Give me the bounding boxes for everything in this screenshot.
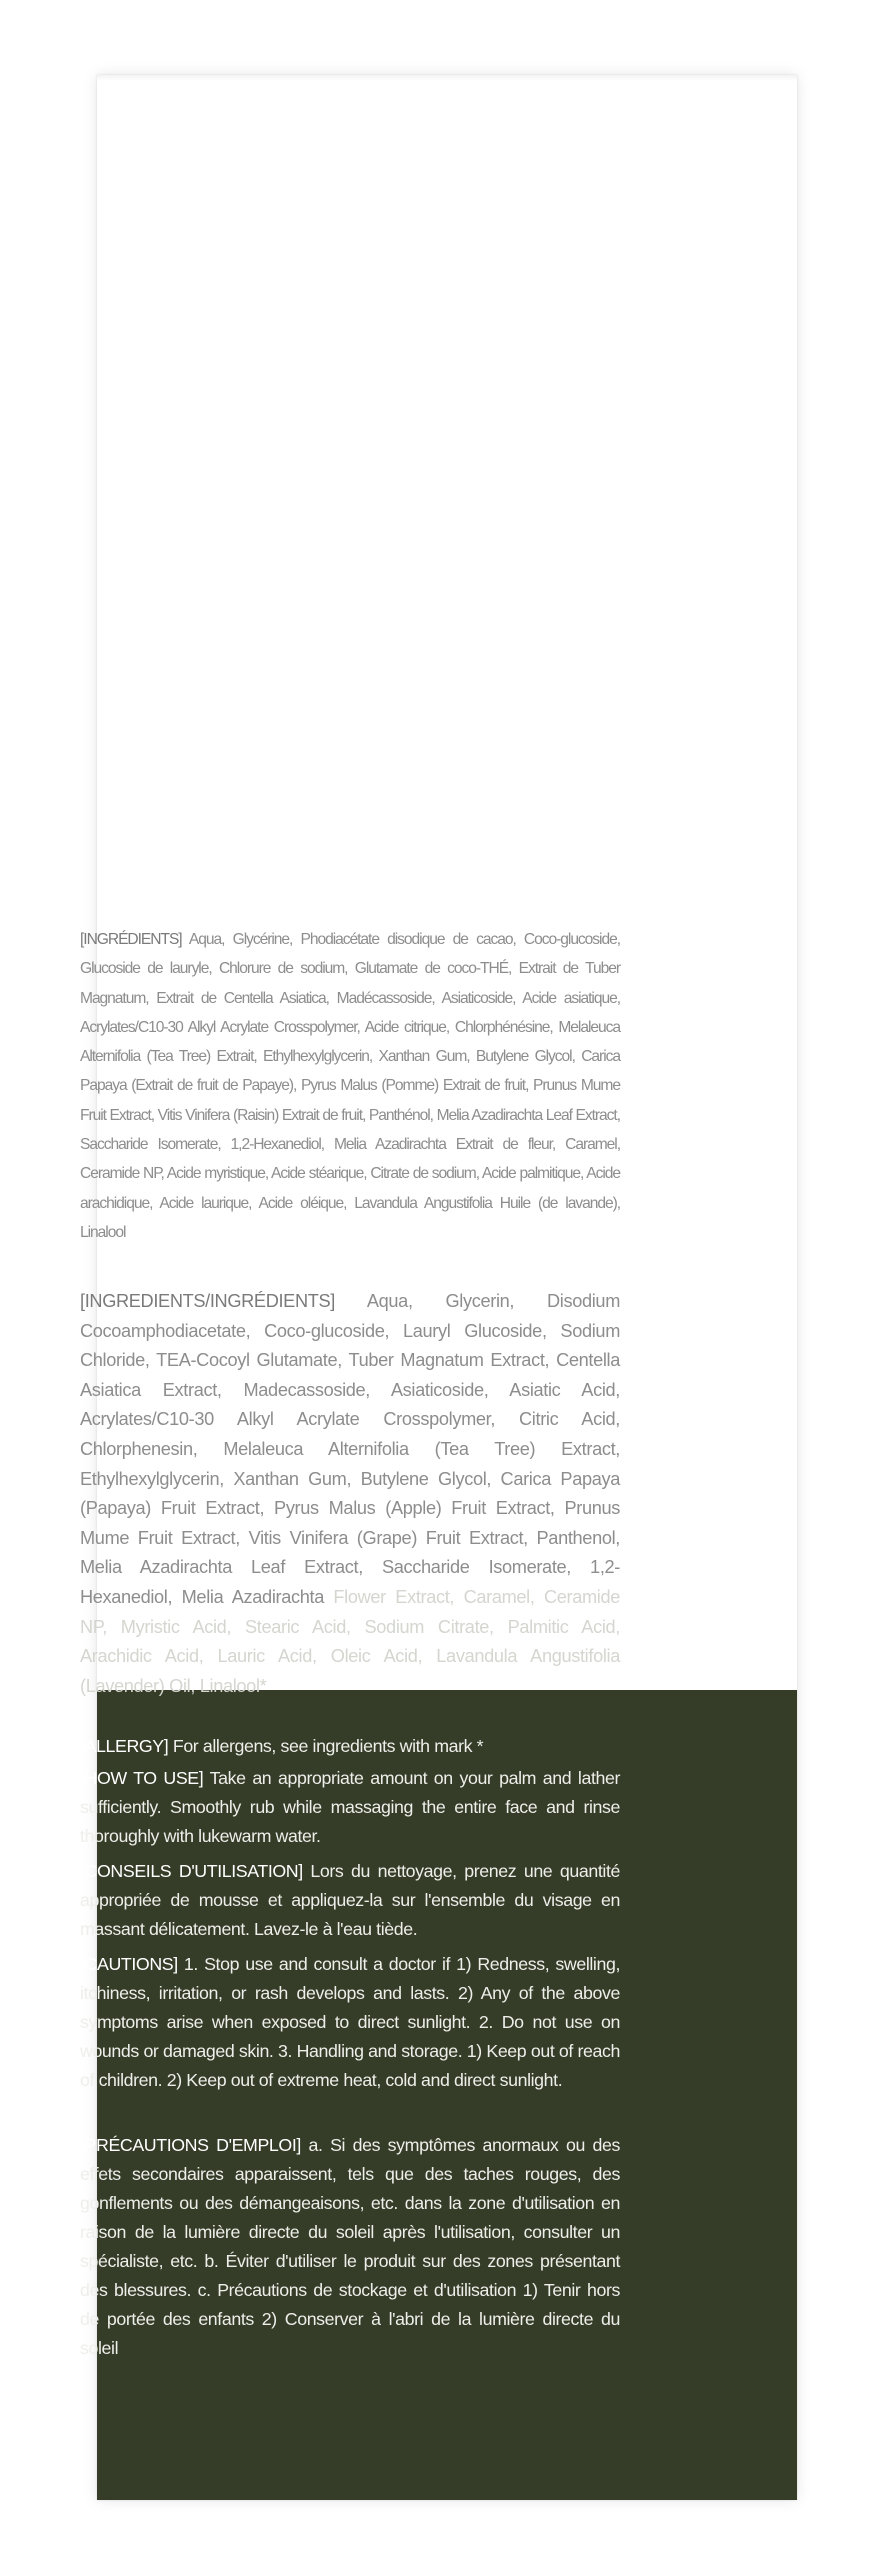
ingredients-en-block bbox=[80, 1287, 620, 1701]
conseils-block bbox=[80, 1857, 620, 1944]
allergy-text: For allergens, see ingredients with mark * bbox=[168, 1736, 484, 1756]
how-to-use-label: [HOW TO USE] bbox=[80, 1768, 204, 1788]
box-top-edge bbox=[97, 75, 797, 81]
allergy-block bbox=[80, 1732, 620, 1761]
ingredients-en-text-continued: Flower Extract, Caramel, Ceramide NP, Myristic Acid, Stearic Acid, Sodium Citrate, Palmitic Acid, Arachidic Acid, Lauric Acid, Oleic Acid, Lavandula Angustifolia (Lavender) Oil, Linalool* bbox=[80, 1586, 621, 1696]
precautions-text: a. Si des symptômes anormaux ou des effets secondaires apparaissent, tels que des taches rouges, des gonflements ou des démangeaisons, etc. dans la zone d'utilisation en raison de la lumière directe du soleil après l'utilisation, consulter un spécialiste, etc. b. Éviter d'utiliser le produit sur des zones présentant des blessures. c. Précautions de stockage et d'utilisation 1) Tenir hors de portée des enfants 2) Conserver à l'abri de la lumière directe du soleil bbox=[80, 2135, 620, 2358]
ingredients-fr-block bbox=[80, 925, 620, 1247]
ingredients-fr-label: [INGRÉDIENTS] bbox=[80, 931, 182, 948]
ingredients-fr-text: Aqua, Glycérine, Phodiacétate disodique de cacao, Coco-glucoside, Glucoside de lauryle, Chlorure de sodium, Glutamate de coco-THÉ, Extrait de Tuber Magnatum, Extrait de Centella Asiatica, Madécassoside, Asiaticoside, Acide asiatique, Acrylates/C10-30 Alkyl Acrylate Crosspolymer, Acide citrique, Chlorphénésine, Melaleuca Alternifolia (Tea Tree) Extrait, Ethylhexylglycerin, Xanthan Gum, Butylene Glycol, Carica Papaya (Extrait de fruit de Papaye), Pyrus Malus (Pomme) Extrait de fruit, Prunus Mume Fruit Extract, Vitis Vinifera (Raisin) Extrait de fruit, Panthénol, Melia Azadirachta Leaf Extract, Saccharide Isomerate, 1,2-Hexanediol, Melia Azadirachta Extrait de fleur, Caramel, Ceramide NP, Acide myristique, Acide stéarique, Citrate de sodium, Acide palmitique, Acide arachidique, Acide laurique, Acide oléique, Lavandula Angustifolia Huile (de lavande), Linalool bbox=[80, 931, 620, 1241]
conseils-label: [CONSEILS D'UTILISATION] bbox=[80, 1861, 303, 1881]
allergy-label: [ALLERGY] bbox=[80, 1736, 169, 1756]
how-to-use-text: Take an appropriate amount on your palm and lather sufficiently. Smoothly rub while massaging the entire face and rinse thoroughly with lukewarm water. bbox=[80, 1768, 620, 1846]
cautions-text: 1. Stop use and consult a doctor if 1) Redness, swelling, itchiness, irritation, or rash develops and lasts. 2) Any of the above symptoms arise when exposed to direct sunlight. 2. Do not use on wounds or damaged skin. 3. Handling and storage. 1) Keep out of reach of children. 2) Keep out of extreme heat, cold and direct sunlight. bbox=[80, 1954, 620, 2090]
precautions-label: [PRÉCAUTIONS D'EMPLOI] bbox=[80, 2135, 301, 2155]
cautions-label: [CAUTIONS] bbox=[80, 1954, 178, 1974]
precautions-block bbox=[80, 2131, 620, 2363]
how-to-use-block bbox=[80, 1764, 620, 1851]
conseils-text: Lors du nettoyage, prenez une quantité appropriée de mousse et appliquez-la sur l'ensemble du visage en massant délicatement. Lavez-le à l'eau tiède. bbox=[80, 1861, 620, 1939]
ingredients-en-text: Aqua, Glycerin, Disodium Cocoamphodiacetate, Coco-glucoside, Lauryl Glucoside, Sodium Chloride, TEA-Cocoyl Glutamate, Tuber Magnatum Extract, Centella Asiatica Extract, Madecassoside, Asiaticoside, Asiatic Acid, Acrylates/C10-30 Alkyl Acrylate Crosspolymer, Citric Acid, Chlorphenesin, Melaleuca Alternifolia (Tea Tree) Extract, Ethylhexylglycerin, Xanthan Gum, Butylene Glycol, Carica Papaya (Papaya) Fruit Extract, Pyrus Malus (Apple) Fruit Extract, Prunus Mume Fruit Extract, Vitis Vinifera (Grape) Fruit Extract, Panthenol, Melia Azadirachta Leaf Extract, Saccharide Isomerate, 1,2-Hexanediol, Melia Azadirachta bbox=[80, 1291, 620, 1607]
cautions-block bbox=[80, 1950, 620, 2095]
ingredients-en-label: [INGREDIENTS/INGRÉDIENTS] bbox=[80, 1291, 335, 1311]
